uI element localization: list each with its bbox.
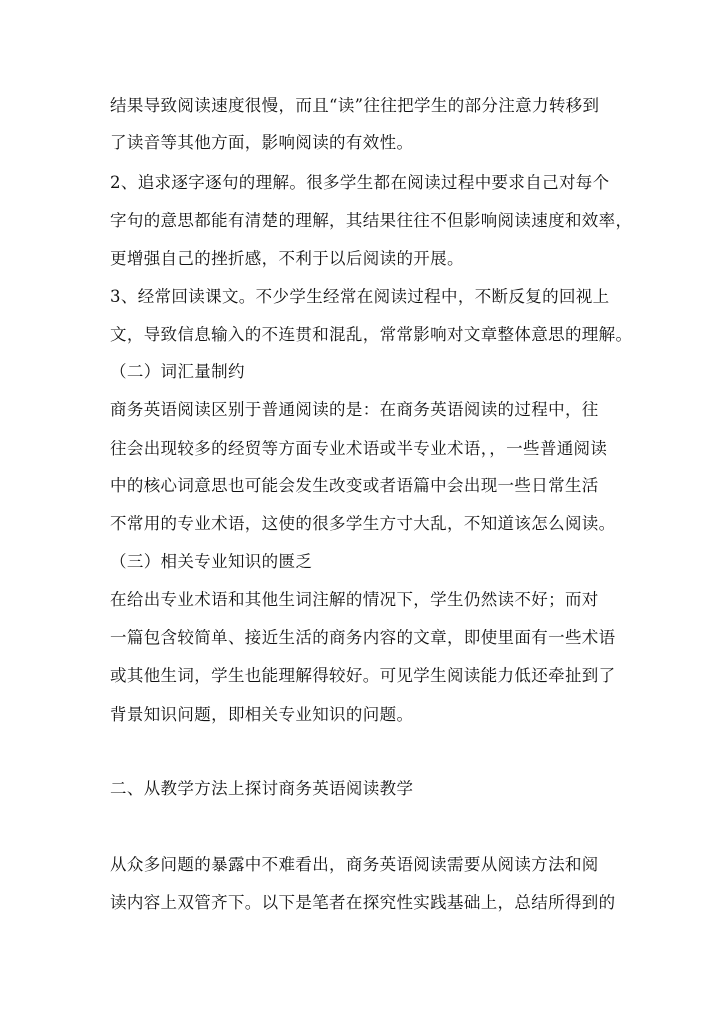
paragraph-line-6: 3、经常回读课文。不少学生经常在阅读过程中，不断反复的回视上 bbox=[110, 287, 610, 306]
paragraph-line-3: 2、追求逐字逐句的理解。很多学生都在阅读过程中要求自己对每个 bbox=[110, 173, 610, 192]
paragraph-line-9: 往会出现较多的经贸等方面专业术语或半专业术语，，一些普通阅读 bbox=[110, 439, 608, 458]
paragraph-line-8: 商务英语阅读区别于普通阅读的是：在商务英语阅读的过程中，往 bbox=[110, 400, 599, 419]
paragraph-line-13: 一篇包含较简单、接近生活的商务内容的文章，即使里面有一些术语 bbox=[110, 628, 616, 647]
section-heading-knowledge: （三）相关专业知识的匮乏 bbox=[110, 552, 313, 571]
paragraph-line-1: 结果导致阅读速度很慢，而且“读”往往把学生的部分注意力转移到 bbox=[110, 96, 600, 115]
section-heading-teaching-methods: 二、从教学方法上探讨商务英语阅读教学 bbox=[110, 779, 414, 798]
paragraph-line-2: 了读音等其他方面，影响阅读的有效性。 bbox=[110, 133, 414, 152]
paragraph-line-7: 文，导致信息输入的不连贯和混乱，常常影响对文章整体意思的理解。 bbox=[110, 325, 633, 344]
paragraph-line-11: 不常用的专业术语，这使的很多学生方寸大乱，不知道该怎么阅读。 bbox=[110, 514, 616, 533]
paragraph-line-14: 或其他生词，学生也能理解得较好。可见学生阅读能力低还牵扯到了 bbox=[110, 666, 616, 685]
paragraph-line-17: 读内容上双管齐下。以下是笔者在探究性实践基础上，总结所得到的 bbox=[110, 893, 616, 912]
paragraph-line-16: 从众多问题的暴露中不难看出，商务英语阅读需要从阅读方法和阅 bbox=[110, 855, 599, 874]
paragraph-line-15: 背景知识问题，即相关专业知识的问题。 bbox=[110, 705, 414, 724]
paragraph-line-5: 更增强自己的挫折感，不利于以后阅读的开展。 bbox=[110, 249, 464, 268]
paragraph-line-4: 字句的意思都能有清楚的理解，其结果往往不但影响阅读速度和效率， bbox=[110, 211, 633, 230]
paragraph-line-10: 中的核心词意思也可能会发生改变或者语篇中会出现一些日常生活 bbox=[110, 476, 599, 495]
section-heading-vocabulary: （二）词汇量制约 bbox=[110, 362, 245, 381]
paragraph-line-12: 在给出专业术语和其他生词注解的情况下，学生仍然读不好；而对 bbox=[110, 590, 599, 609]
